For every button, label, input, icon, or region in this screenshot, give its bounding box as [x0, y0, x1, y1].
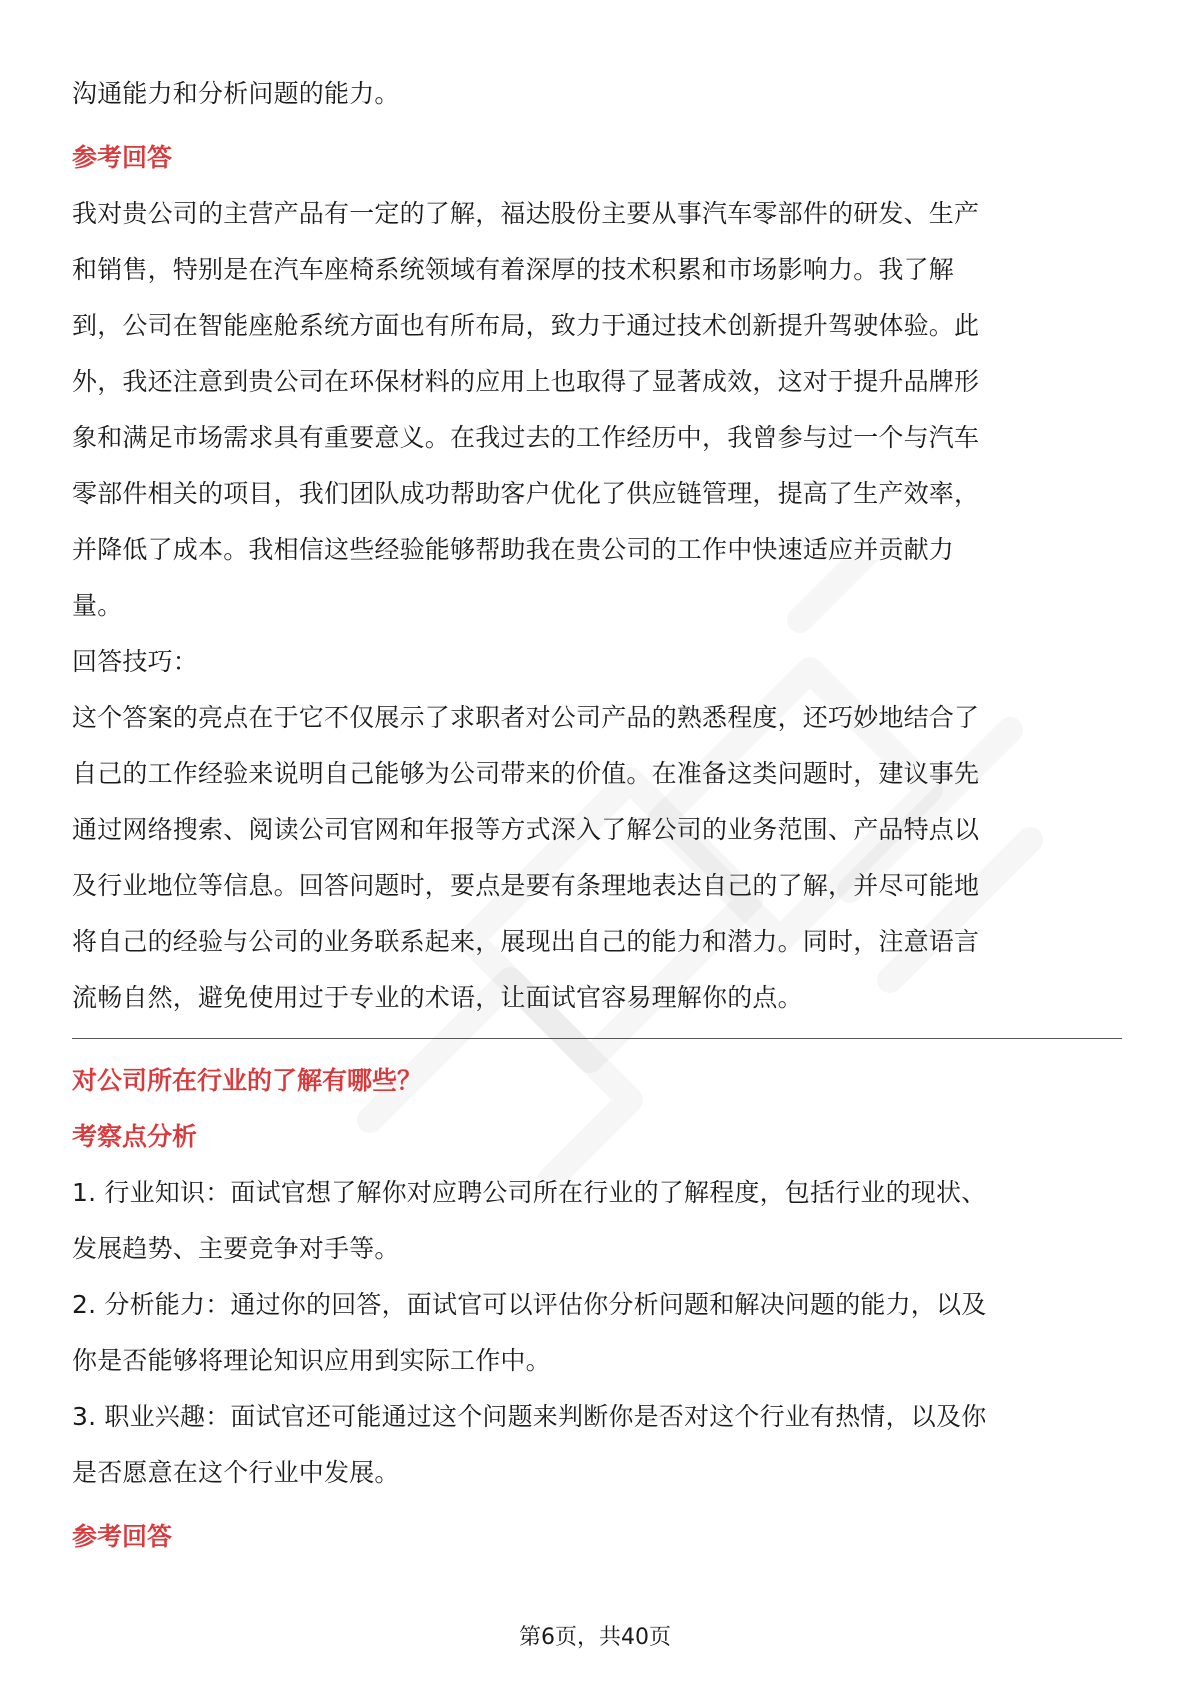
- section-divider: [72, 1038, 1122, 1039]
- analysis-point-line: 是否愿意在这个行业中发展。: [72, 1458, 400, 1487]
- answer1-line: 外，我还注意到贵公司在环保材料的应用上也取得了显著成效，这对于提升品牌形: [72, 367, 980, 396]
- answer1-line: 并降低了成本。我相信这些经验能够帮助我在贵公司的工作中快速适应并贡献力: [72, 535, 955, 564]
- analysis-point-line: 1. 行业知识：面试官想了解你对应聘公司所在行业的了解程度，包括行业的现状、: [72, 1178, 987, 1207]
- analysis-points: [72, 1165, 1122, 1501]
- tips-label: 回答技巧：: [72, 647, 199, 676]
- answer1-line: 到，公司在智能座舱系统方面也有所布局，致力于通过技术创新提升驾驶体验。此: [72, 311, 980, 340]
- analysis-point: [72, 1165, 1122, 1277]
- page-number: 第6页，共40页: [519, 1625, 671, 1650]
- tips-line: 通过网络搜索、阅读公司官网和年报等方式深入了解公司的业务范围、产品特点以: [72, 815, 980, 844]
- question2-title: 对公司所在行业的了解有哪些？: [72, 1066, 423, 1095]
- analysis-point: [72, 1389, 1122, 1501]
- analysis-point-line: 你是否能够将理论知识应用到实际工作中。: [72, 1346, 551, 1375]
- tips-paragraph: [72, 690, 1122, 1026]
- tips-line: 这个答案的亮点在于它不仅展示了求职者对公司产品的熟悉程度，还巧妙地结合了: [72, 703, 980, 732]
- page-content: [72, 66, 1122, 1565]
- intro-line: 沟通能力和分析问题的能力。: [72, 79, 400, 108]
- tips-line: 及行业地位等信息。回答问题时，要点是要有条理地表达自己的了解，并尽可能地: [72, 871, 980, 900]
- analysis-point-line: 发展趋势、主要竞争对手等。: [72, 1234, 400, 1263]
- answer1-line: 零部件相关的项目，我们团队成功帮助客户优化了供应链管理，提高了生产效率，: [72, 479, 980, 508]
- answer1-line: 量。: [72, 591, 123, 620]
- answer1-line: 象和满足市场需求具有重要意义。在我过去的工作经历中，我曾参与过一个与汽车: [72, 423, 980, 452]
- answer1-paragraph: [72, 186, 1122, 634]
- analysis-heading: 考察点分析: [72, 1122, 198, 1151]
- tips-line: 将自己的经验与公司的业务联系起来，展现出自己的能力和潜力。同时，注意语言: [72, 927, 980, 956]
- analysis-point-line: 2. 分析能力：通过你的回答，面试官可以评估你分析问题和解决问题的能力，以及: [72, 1290, 987, 1319]
- tips-line: 自己的工作经验来说明自己能够为公司带来的价值。在准备这类问题时，建议事先: [72, 759, 980, 788]
- answer2-heading: 参考回答: [72, 1522, 173, 1551]
- answer1-line: 我对贵公司的主营产品有一定的了解，福达股份主要从事汽车零部件的研发、生产: [72, 199, 980, 228]
- answer1-heading: 参考回答: [72, 143, 173, 172]
- analysis-point-line: 3. 职业兴趣：面试官还可能通过这个问题来判断你是否对这个行业有热情，以及你: [72, 1402, 987, 1431]
- answer1-line: 和销售，特别是在汽车座椅系统领域有着深厚的技术积累和市场影响力。我了解: [72, 255, 955, 284]
- tips-line: 流畅自然，避免使用过于专业的术语，让面试官容易理解你的点。: [72, 983, 803, 1012]
- analysis-point: [72, 1277, 1122, 1389]
